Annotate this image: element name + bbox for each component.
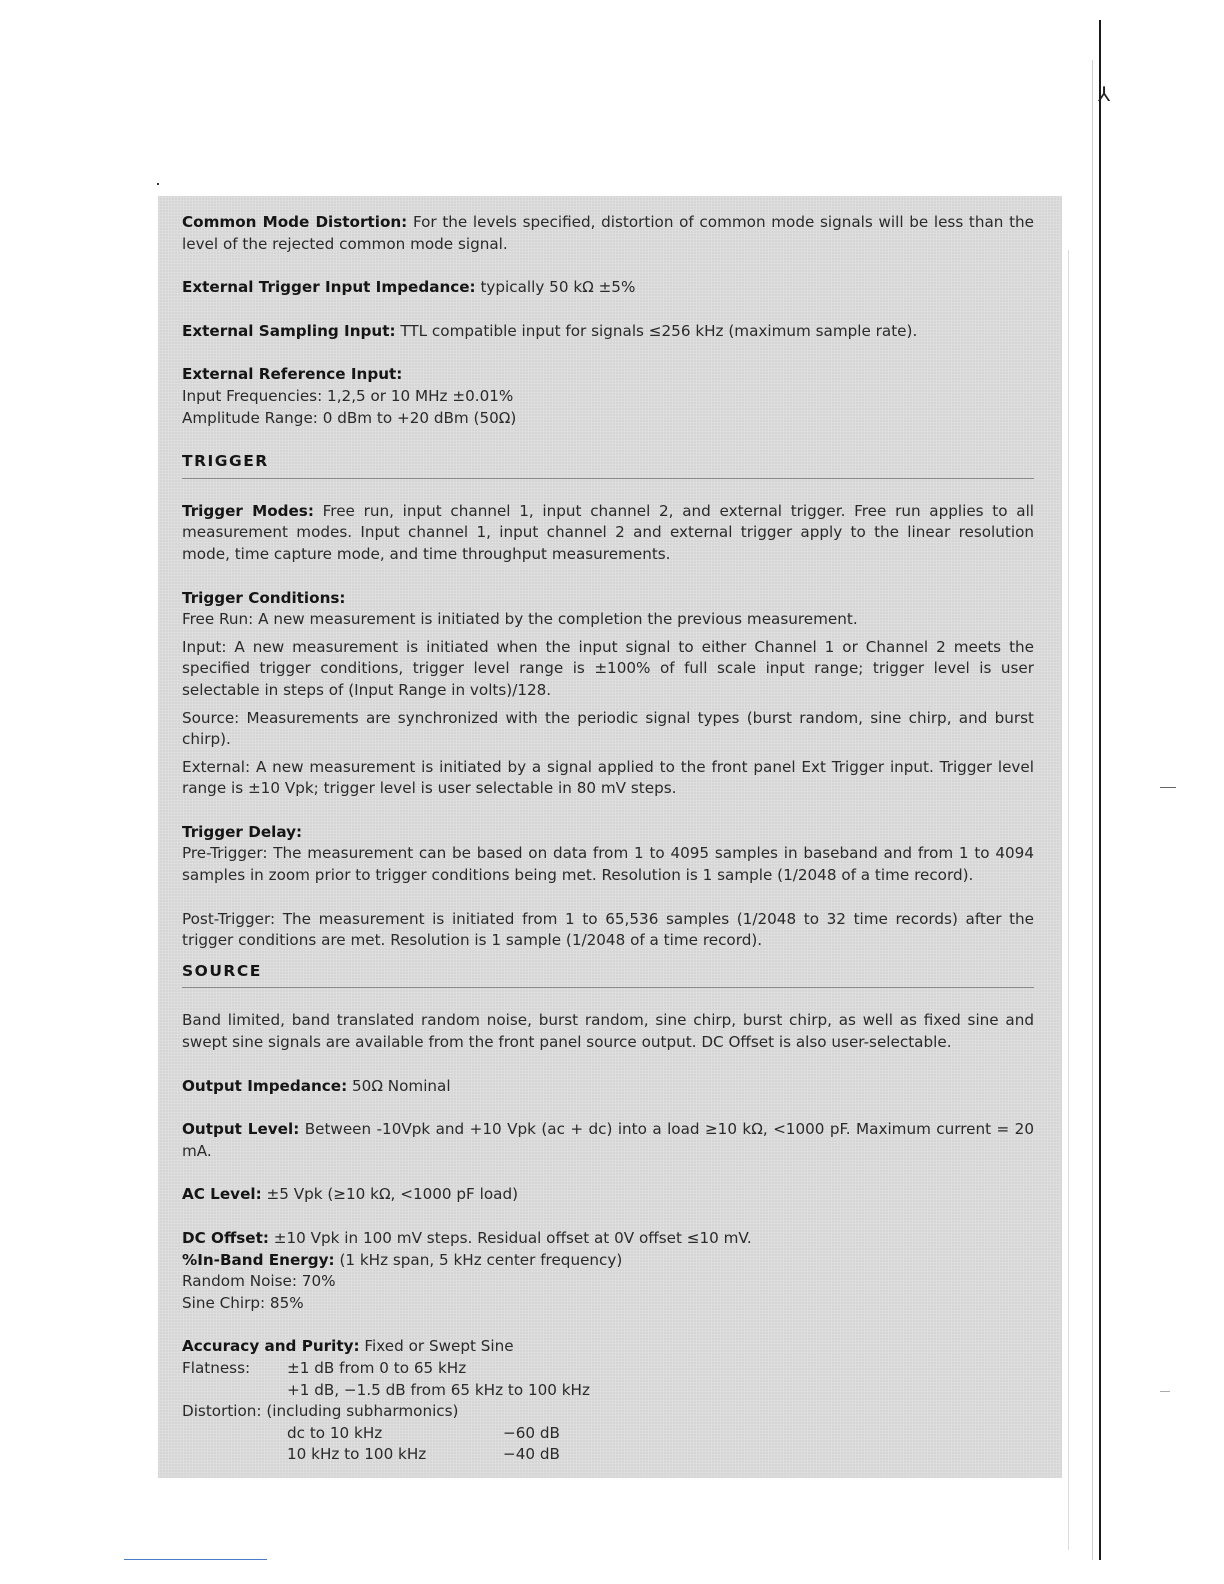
spec-ext-reference-amplitude: Amplitude Range: 0 dBm to +20 dBm (50Ω): [182, 408, 517, 427]
scan-dash-mark: [1160, 787, 1176, 788]
accuracy-table: [182, 1358, 1034, 1466]
spec-trigger-delay-label: Trigger Delay:: [182, 822, 303, 841]
spec-trigger-modes: Trigger Modes: Free run, input channel 1, input channel 2, and external trigger. Free run applies to all measurement modes. Input channel 1, input channel 2 and external trigger apply to the linear resolution mode, time capture mode, and time throughput measurements.: [182, 501, 1035, 563]
spec-random-noise: Random Noise: 70%: [182, 1272, 336, 1291]
distortion-range: 10 kHz to 100 kHz: [287, 1445, 427, 1464]
distortion-row: [182, 1423, 1034, 1445]
distortion-range: dc to 10 kHz: [287, 1423, 383, 1442]
spec-accuracy-purity: Accuracy and Purity: Fixed or Swept Sine: [182, 1337, 514, 1356]
spec-trigger-free-run: Free Run: A new measurement is initiated by the completion the previous measurement.: [182, 610, 858, 629]
spec-ac-level: AC Level: ±5 Vpk (≥10 kΩ, <1000 pF load): [182, 1185, 519, 1204]
spec-trigger-source: Source: Measurements are synchronized with the periodic signal types (burst random, sine chirp, and burst chirp).: [182, 708, 1034, 749]
distortion-row: [182, 1444, 1034, 1466]
footer-underline: [124, 1559, 267, 1560]
spec-output-impedance: Output Impedance: 50Ω Nominal: [182, 1076, 451, 1095]
scan-speck: [157, 183, 159, 185]
spec-dc-offset: DC Offset: ±10 Vpk in 100 mV steps. Residual offset at 0V offset ≤10 mV.: [182, 1229, 752, 1247]
page-edge-line: [1099, 20, 1101, 1560]
distortion-label: Distortion: (including subharmonics): [182, 1402, 459, 1421]
spec-ext-reference-freq: Input Frequencies: 1,2,5 or 10 MHz ±0.01%: [182, 386, 514, 405]
distortion-value: −40 dB: [503, 1445, 560, 1464]
spec-inband-energy: %In-Band Energy: (1 kHz span, 5 kHz center frequency): [182, 1250, 623, 1269]
flatness-label: Flatness:: [182, 1358, 251, 1377]
flatness-value-2: +1 dB, −1.5 dB from 65 kHz to 100 kHz: [287, 1380, 590, 1399]
scan-dash-mark: [1160, 1391, 1170, 1392]
spec-output-level: Output Level: Between -10Vpk and +10 Vpk (ac + dc) into a load ≥10 kΩ, <1000 pF. Maximum current = 20 mA.: [182, 1120, 1034, 1160]
spec-trigger-pre: Pre-Trigger: The measurement can be based on data from 1 to 4095 samples in baseband and from 1 to 4094 samples in zoom prior to trigger conditions being met. Resolution is 1 sample (1/2048 of a time record).: [182, 844, 1034, 885]
spec-content: [182, 212, 1034, 1466]
spec-sine-chirp: Sine Chirp: 85%: [182, 1293, 304, 1312]
spec-trigger-post: Post-Trigger: The measurement is initiated from 1 to 65,536 samples (1/2048 to 32 time records) after the trigger conditions are met. Resolution is 1 sample (1/2048 of a time record).: [182, 909, 1034, 950]
spec-ext-sampling-input: External Sampling Input: TTL compatible input for signals ≤256 kHz (maximum sample rate).: [182, 321, 918, 340]
spec-ext-reference-label: External Reference Input:: [182, 365, 403, 384]
spec-common-mode-distortion: Common Mode Distortion: For the levels specified, distortion of common mode signals will be less than the level of the rejected common mode signal.: [182, 213, 1035, 253]
scan-corner-mark: ⅄: [1098, 82, 1111, 106]
section-heading-trigger: TRIGGER: [182, 452, 269, 471]
page-edge-shadow-inner: [1068, 250, 1069, 1550]
page-edge-shadow: [1092, 60, 1093, 1560]
spec-ext-trigger-impedance: External Trigger Input Impedance: typically 50 kΩ ±5%: [182, 278, 636, 297]
flatness-value-1: ±1 dB from 0 to 65 kHz: [287, 1358, 467, 1377]
spec-trigger-input: Input: A new measurement is initiated when the input signal to either Channel 1 or Channel 2 meets the specified trigger conditions, trigger level range is ±100% of full scale input range; trigger level is user selectable in steps of (Input Range in volts)/128.: [182, 637, 1034, 699]
section-heading-source: SOURCE: [182, 961, 262, 980]
distortion-value: −60 dB: [503, 1423, 560, 1442]
spec-source-intro: Band limited, band translated random noise, burst random, sine chirp, burst chirp, as well as fixed sine and swept sine signals are available from the front panel source output. DC Offset is also user-selectable.: [182, 1011, 1034, 1052]
spec-trigger-external: External: A new measurement is initiated by a signal applied to the front panel Ext Trigger input. Trigger level range is ±10 Vpk; trigger level is user selectable in 80 mV steps.: [182, 757, 1034, 798]
spec-trigger-conditions-label: Trigger Conditions:: [182, 588, 346, 607]
